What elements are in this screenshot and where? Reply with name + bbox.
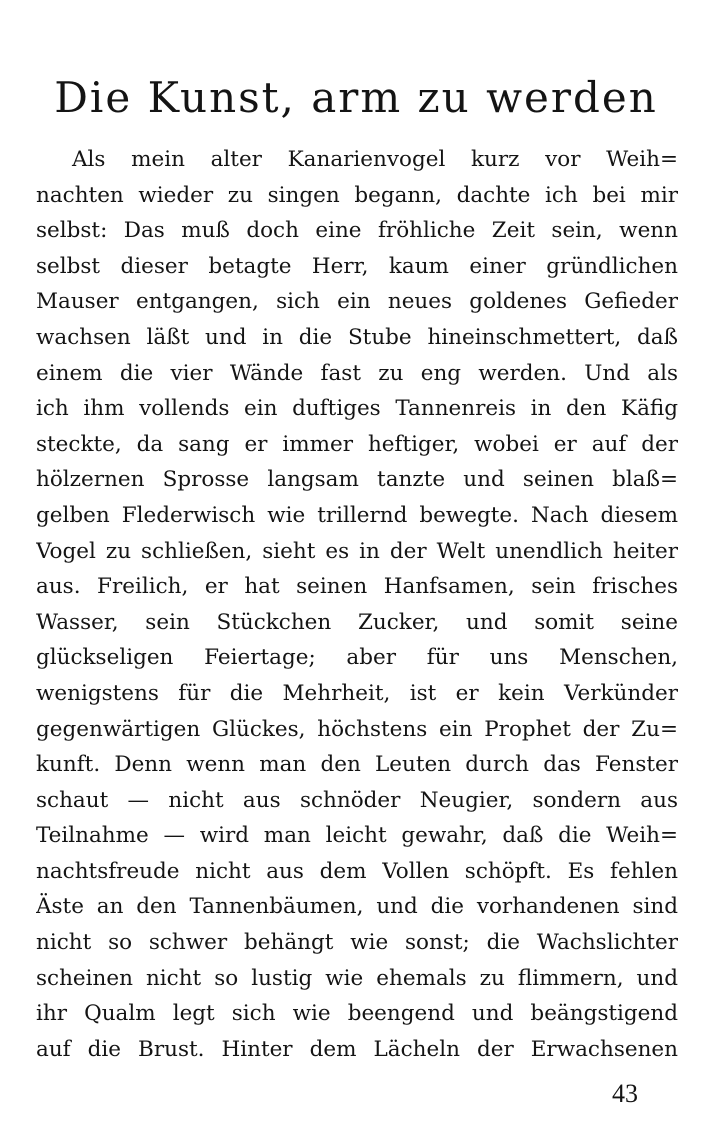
text-line: Als mein alter Kanarienvogel kurz vor Weih= — [72, 147, 678, 172]
text-line: Mauser entgangen, sich ein neues goldenes Gefieder — [36, 289, 678, 315]
text-line: auf die Brust. Hinter dem Lächeln der Erwachsenen — [36, 1036, 678, 1062]
text-line: nachten wieder zu singen begann, dachte ich bei mir — [36, 182, 678, 208]
text-line: selbst: Das muß doch eine fröhliche Zeit sein, wenn — [36, 218, 678, 244]
text-line: Wasser, sein Stückchen Zucker, und somit seine — [36, 609, 678, 635]
text-line: gelben Flederwisch wie trillernd bewegte. Nach diesem — [36, 502, 678, 528]
text-line: einem die vier Wände fast zu eng werden. Und als — [36, 360, 678, 386]
text-line: wenigstens für die Mehrheit, ist er kein Verkünder — [36, 680, 678, 706]
text-line: wachsen läßt und in die Stube hineinschmettert, daß — [36, 324, 678, 350]
chapter-title: Die Kunst, arm zu werden — [54, 73, 658, 122]
text-line: Teilnahme — wird man leicht gewahr, daß die Weih= — [36, 823, 678, 849]
text-line: aus. Freilich, er hat seinen Hanfsamen, sein frisches — [36, 574, 678, 600]
text-line: scheinen nicht so lustig wie ehemals zu flimmern, und — [36, 965, 678, 991]
text-line: nachtsfreude nicht aus dem Vollen schöpft. Es fehlen — [36, 858, 678, 884]
text-line: ihr Qualm legt sich wie beengend und beängstigend — [36, 1001, 678, 1027]
text-line: schaut — nicht aus schnöder Neugier, sondern aus — [36, 787, 678, 813]
page-number: 43 — [612, 1079, 638, 1108]
body-text — [36, 142, 678, 1067]
text-line: glückseligen Feiertage; aber für uns Menschen, — [36, 645, 678, 671]
text-line: nicht so schwer behängt wie sonst; die Wachslichter — [36, 930, 678, 956]
text-line: hölzernen Sprosse langsam tanzte und seinen blaß= — [36, 467, 678, 493]
text-line: selbst dieser betagte Herr, kaum einer gründlichen — [36, 253, 678, 279]
text-line: Vogel zu schließen, sieht es in der Welt unendlich heiter — [36, 538, 678, 564]
text-line: gegenwärtigen Glückes, höchstens ein Prophet der Zu= — [36, 716, 678, 742]
text-line: steckte, da sang er immer heftiger, wobei er auf der — [36, 431, 678, 457]
text-line: Äste an den Tannenbäumen, und die vorhandenen sind — [36, 894, 678, 920]
text-line: ich ihm vollends ein duftiges Tannenreis in den Käfig — [36, 396, 678, 422]
text-line: kunft. Denn wenn man den Leuten durch das Fenster — [36, 752, 678, 778]
